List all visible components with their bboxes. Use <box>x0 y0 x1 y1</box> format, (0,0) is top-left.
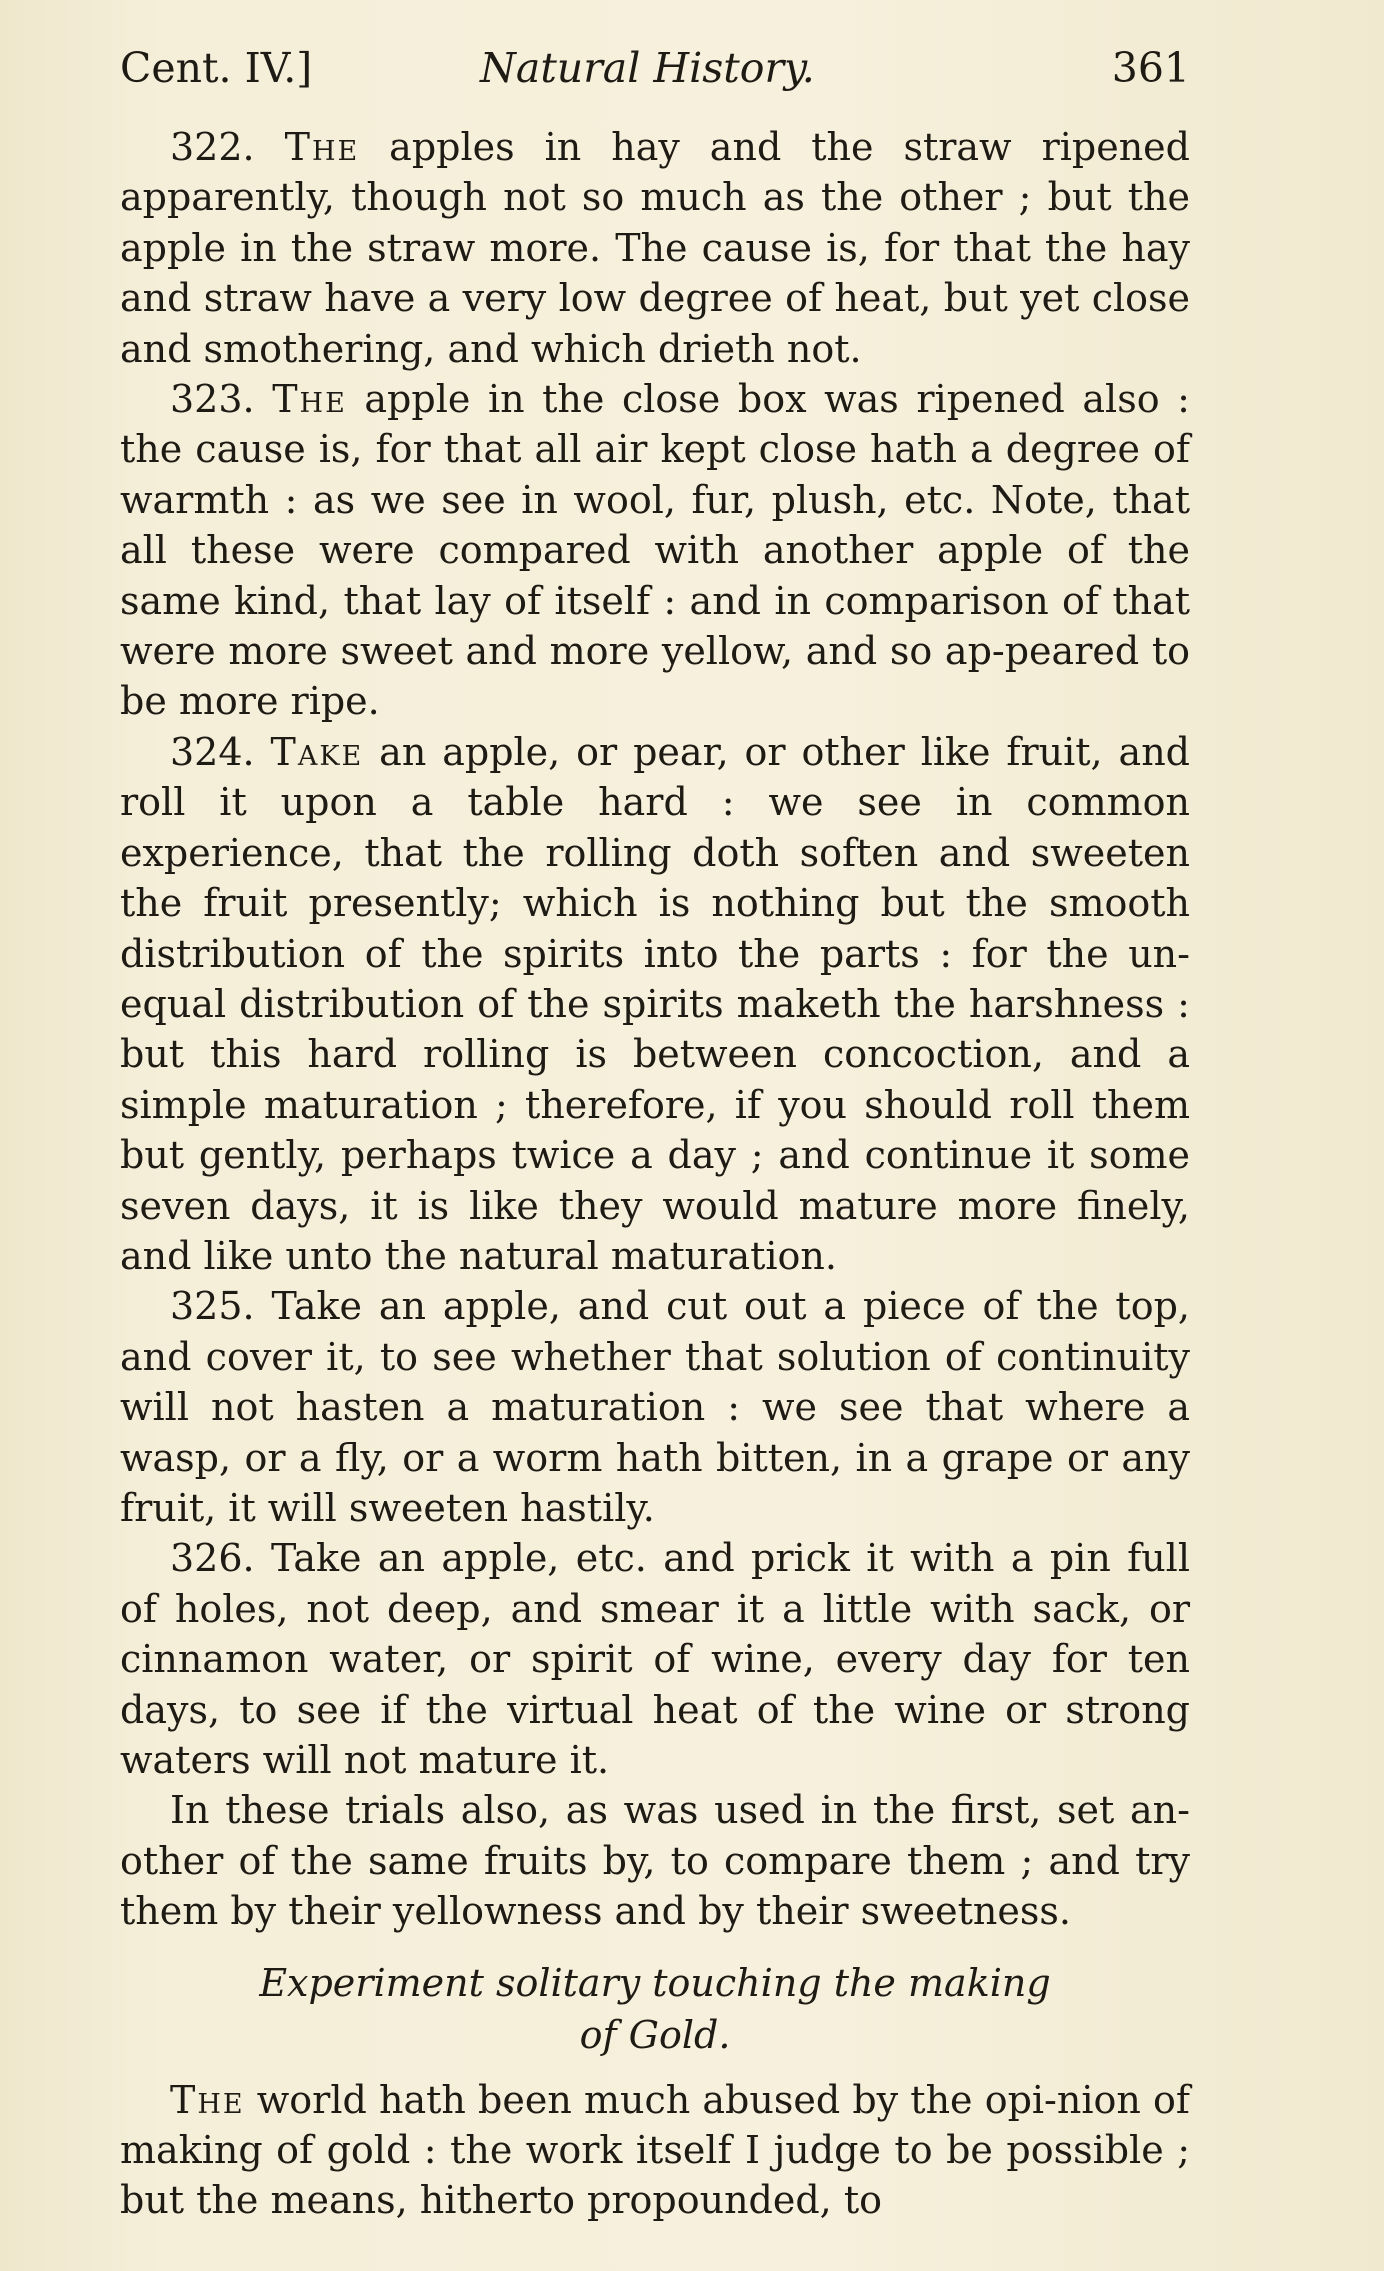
paragraph-323 <box>120 374 1190 727</box>
paragraph-number: 324. <box>170 729 271 774</box>
paragraph-opening-word: Take <box>270 729 364 774</box>
paragraph-text: Take an apple, and cut out a piece of the top, and cover it, to see whether that solution of continuity will not hasten a maturation : we see that where a wasp, or a fly, or a worm hath bitten, in a grape or any fruit, it will sweeten hastily. <box>120 1284 1190 1530</box>
section-heading <box>120 1957 1190 2061</box>
paragraph-text: apples in hay and the straw ripened apparently, though not so much as the other ; but the apple in the straw more. The cause is, for that the hay and straw have a very low degree of heat, but yet close and smothering, and which drieth not. <box>120 125 1190 371</box>
paragraph-text: an apple, or pear, or other like fruit, and roll it upon a table hard : we see in common experience, that the rolling doth soften and sweeten the fruit presently; which is nothing but the smooth distribution of the spirits into the parts : for the un-equal distribution of the spirits maketh the harshness : but this hard rolling is between concoction, and a simple maturation ; therefore, if you should roll them but gently, perhaps twice a day ; and continue it some seven days, it is like they would mature more finely, and like unto the natural maturation. <box>120 729 1190 1278</box>
heading-line-2: of Gold. <box>579 2012 731 2057</box>
paragraph-making-of-gold <box>120 2075 1190 2226</box>
paragraph-text: Take an apple, etc. and prick it with a pin full of holes, not deep, and smear it a little with sack, or cinnamon water, or spirit of wine, every day for ten days, to see if the virtual heat of the wine or strong waters will not mature it. <box>120 1536 1190 1782</box>
paragraph-text: world hath been much abused by the opi-nion of making of gold : the work itself I judge to be possible ; but the means, hitherto propounded, to <box>120 2077 1190 2223</box>
page-number: 361 <box>1111 44 1190 92</box>
paragraph-text: In these trials also, as was used in the first, set an-other of the same fruits by, to compare them ; and try them by their yellowness and by their sweetness. <box>120 1788 1190 1934</box>
paragraph-number: 323. <box>170 377 273 422</box>
body-text <box>120 122 1190 2226</box>
heading-line-1: Experiment solitary touching the making <box>259 1960 1051 2005</box>
paragraph-number: 322. <box>170 125 285 169</box>
paragraph-324 <box>120 727 1190 1281</box>
paragraph-opening-word: The <box>284 125 360 169</box>
paragraph-opening-word: The <box>272 377 347 422</box>
paragraph-opening-word: The <box>170 2077 245 2122</box>
paragraph-number: 326. <box>170 1536 271 1581</box>
running-header <box>120 44 1190 106</box>
running-title: Natural History. <box>480 44 815 92</box>
paragraph-text: apple in the close box was ripened also : the cause is, for that all air kept close hath a degree of warmth : as we see in wool, fur, plush, etc. Note, that all these were compared with another apple of the same kind, that lay of itself : and in comparison of that were more sweet and more yellow, and so ap-peared to be more ripe. <box>120 377 1190 724</box>
paragraph-325 <box>120 1281 1190 1533</box>
paragraph-322 <box>120 122 1190 374</box>
paragraph-trials-note <box>120 1785 1190 1936</box>
paragraph-number: 325. <box>170 1284 272 1329</box>
paragraph-326 <box>120 1533 1190 1785</box>
section-marker: Cent. IV.] <box>120 44 313 92</box>
